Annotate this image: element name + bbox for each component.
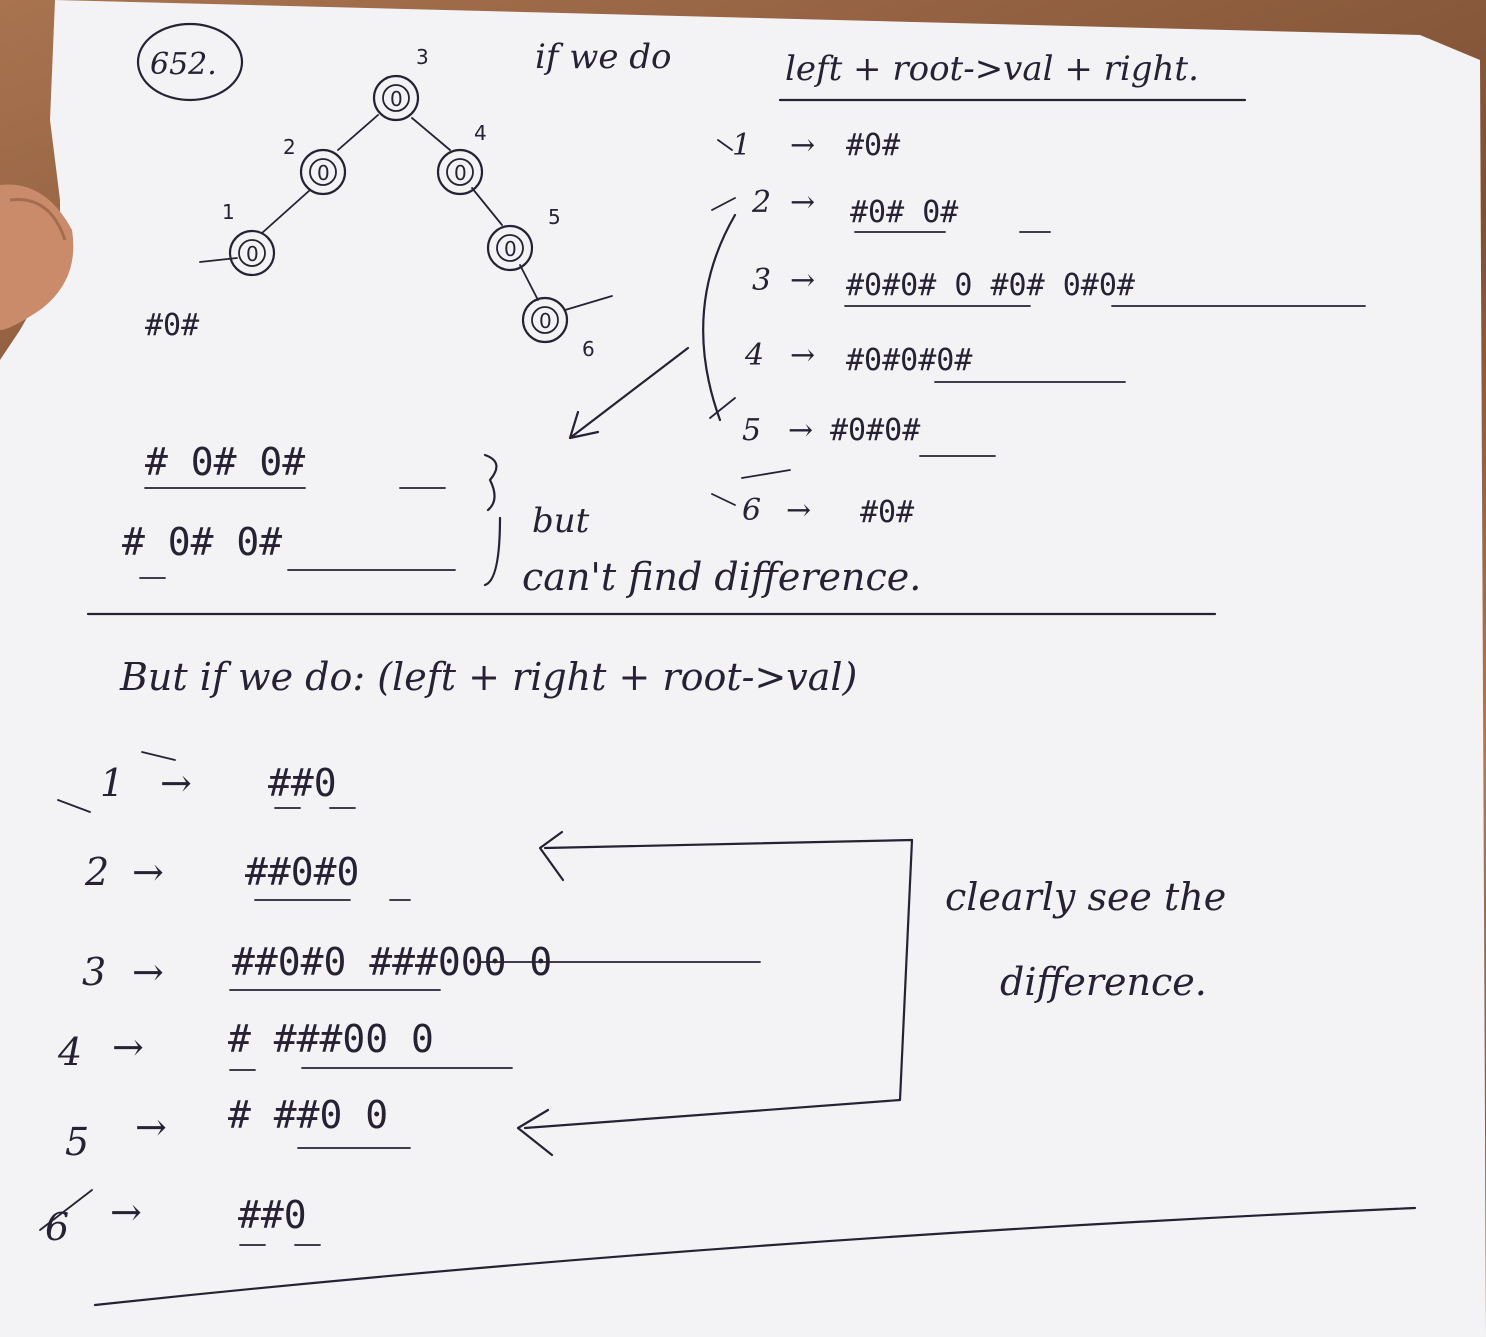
conclusion-line-1: clearly see the	[945, 875, 1227, 919]
inorder-row-3	[752, 263, 1135, 303]
inorder-row-2-value: #0# 0#	[850, 195, 959, 230]
comparison-line-1: # 0# 0#	[145, 440, 306, 484]
inorder-row-4-value: #0#0#0#	[846, 343, 973, 378]
postorder-row-1-label: 1	[100, 761, 125, 805]
node-1-label: 1	[222, 200, 235, 224]
inorder-row-4-arrow: →	[790, 338, 816, 373]
inorder-row-1-value: #0#	[846, 128, 901, 163]
header-formula: left + root->val + right.	[785, 49, 1199, 89]
inorder-row-3-arrow: →	[790, 263, 816, 298]
inorder-row-6-label: 6	[742, 493, 762, 528]
postorder-row-2-arrow: →	[132, 850, 164, 894]
second-header: But if we do: (left + right + root->val)	[120, 655, 858, 699]
postorder-row-2-label: 2	[85, 850, 110, 894]
node-1-value: 0	[246, 242, 259, 266]
node-5-value: 0	[504, 237, 517, 261]
inorder-row-4-label: 4	[745, 338, 765, 373]
conclusion-line-2: difference.	[1000, 960, 1207, 1004]
postorder-row-6-value: ##0	[238, 1193, 307, 1237]
inorder-row-3-value: #0#0# 0 #0# 0#0#	[846, 268, 1135, 303]
node-6-label: 6	[582, 337, 595, 361]
inorder-row-3-label: 3	[752, 263, 772, 298]
header-prefix: if we do	[535, 37, 672, 77]
inorder-row-5-label: 5	[742, 413, 762, 448]
inorder-row-6-arrow: →	[786, 493, 812, 528]
inorder-row-1-arrow: →	[790, 128, 816, 163]
postorder-row-5-label: 5	[65, 1120, 90, 1164]
node-5-label: 5	[548, 205, 561, 229]
postorder-row-6-arrow: →	[110, 1190, 142, 1234]
node-3-label: 3	[416, 45, 429, 69]
postorder-row-4-label: 4	[58, 1030, 83, 1074]
node-3-value: 0	[390, 87, 403, 111]
node-2-label: 2	[283, 135, 296, 159]
postorder-row-1-value: ##0	[268, 761, 337, 805]
node-4-value: 0	[454, 161, 467, 185]
leaf-note: #0#	[145, 308, 200, 343]
postorder-row-4-value: # ###00 0	[228, 1017, 434, 1061]
node-6-value: 0	[539, 309, 552, 333]
node-4-label: 4	[474, 121, 487, 145]
node-2-value: 0	[317, 161, 330, 185]
inorder-row-5-value: #0#0#	[830, 413, 921, 448]
problem-number: 652.	[150, 47, 217, 82]
postorder-row-3-arrow: →	[132, 950, 164, 994]
inorder-row-2-arrow: →	[790, 185, 816, 220]
postorder-row-4-arrow: →	[112, 1025, 144, 1069]
inorder-row-6-value: #0#	[860, 495, 915, 530]
postorder-row-5-arrow: →	[135, 1105, 167, 1149]
inorder-row-2-label: 2	[752, 185, 772, 220]
postorder-row-2-value: ##0#0	[245, 850, 360, 894]
comparison-line-2: # 0# 0#	[122, 520, 283, 564]
inorder-row-5-arrow: →	[788, 413, 814, 448]
postorder-row-5-value: # ##0 0	[228, 1093, 389, 1137]
comparison-note-1: but	[532, 501, 590, 541]
inorder-row-1-label: 1	[732, 128, 752, 163]
postorder-row-1-arrow: →	[160, 761, 192, 805]
postorder-row-6-label: 6	[45, 1205, 70, 1249]
postorder-row-3-value: ##0#0 ###000 0	[232, 940, 553, 984]
postorder-row-3-label: 3	[82, 950, 107, 994]
comparison-note-2: can't find difference.	[522, 555, 922, 599]
